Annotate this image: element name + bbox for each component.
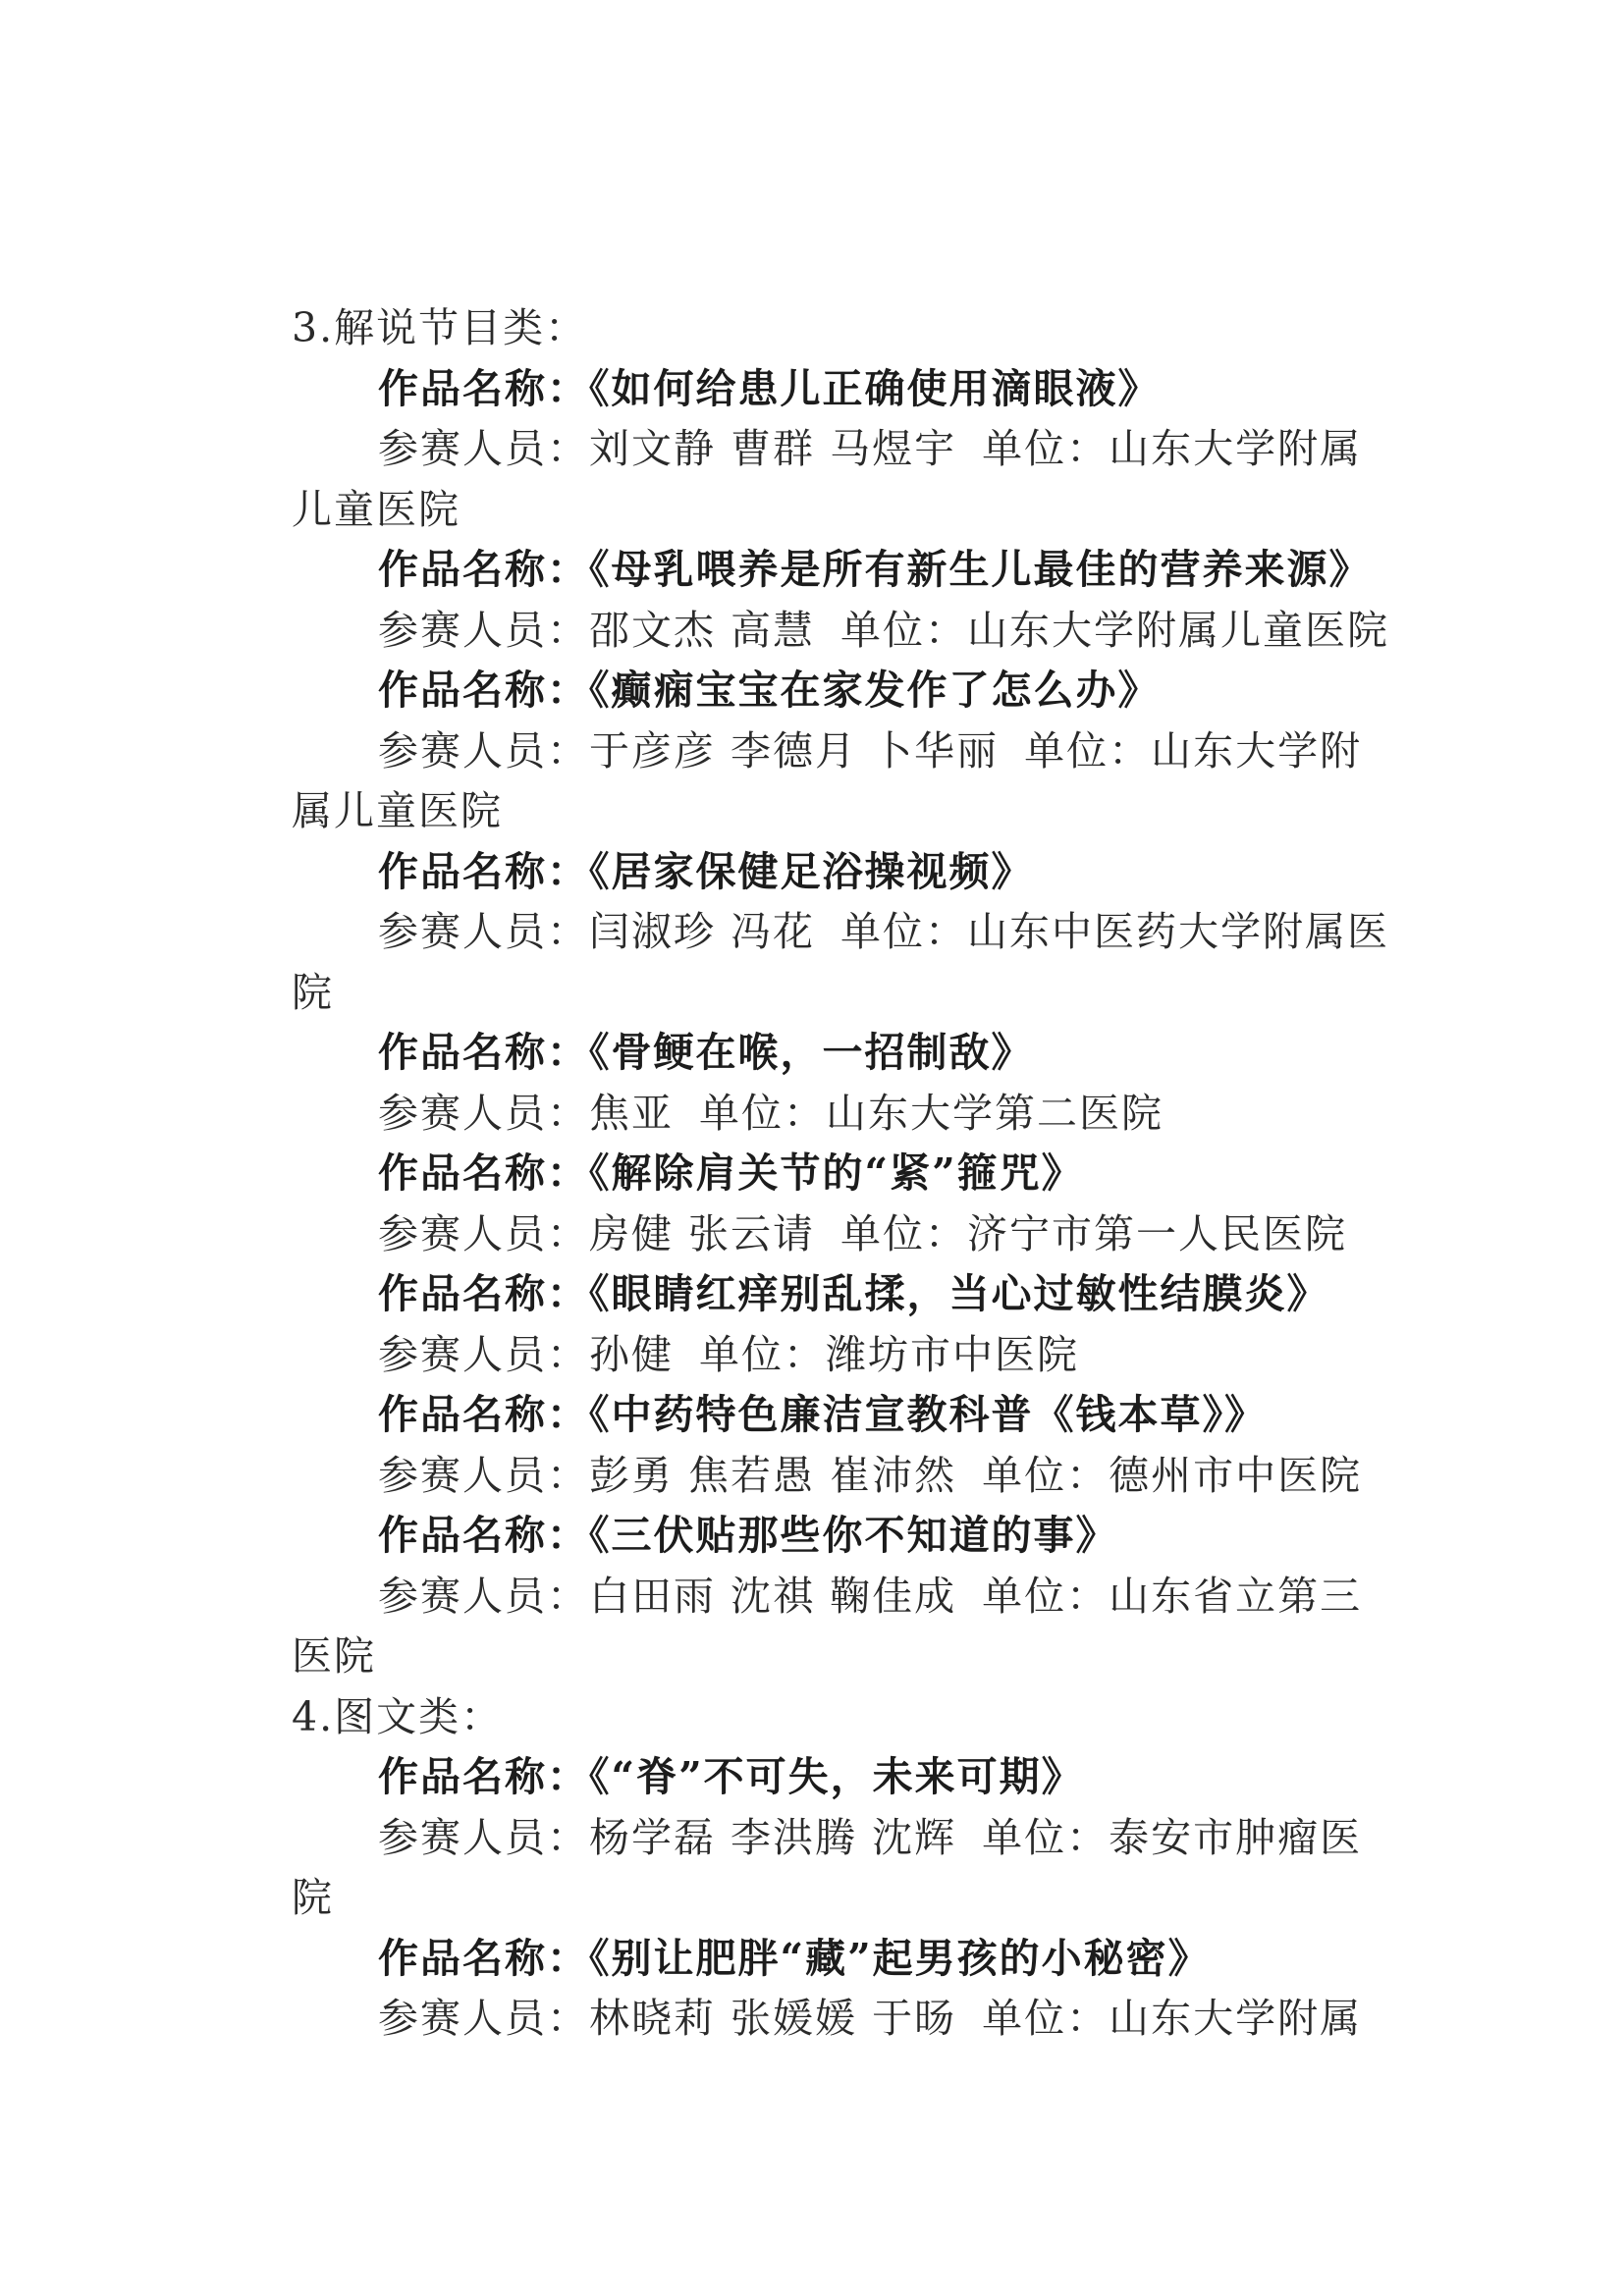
participants-unit: 单位：山东大学附: [1024, 726, 1363, 774]
participants-names: 参赛人员：于彦彦 李德月 卜华丽: [378, 726, 1000, 774]
entry-participants: [292, 1808, 1401, 1869]
participants-unit: 单位：山东省立第三: [982, 1572, 1363, 1620]
entry-title: 作品名称：《骨鲠在喉，一招制敌》: [378, 1029, 1034, 1076]
entry-participants: [292, 1084, 1401, 1145]
entry-title: 作品名称：《解除肩关节的“紧”箍咒》: [378, 1149, 1084, 1197]
entry-title: 作品名称：《中药特色廉洁宣教科普《钱本草》》: [378, 1391, 1267, 1438]
participants-unit: 单位：山东大学附属: [982, 1995, 1363, 2042]
entry-title: 作品名称：《居家保健足浴操视频》: [378, 847, 1034, 895]
entry-title: 作品名称：《如何给患儿正确使用滴眼液》: [378, 364, 1161, 412]
participants-unit: 单位：泰安市肿瘤医: [982, 1813, 1363, 1861]
participants-names: 参赛人员：邵文杰 高慧: [378, 606, 816, 654]
entry-title: 作品名称：《三伏贴那些你不知道的事》: [378, 1512, 1118, 1559]
entry-title: 作品名称：《母乳喂养是所有新生儿最佳的营养来源》: [378, 546, 1372, 593]
section-heading: 3.解说节目类：: [292, 304, 588, 351]
entry-participants: [292, 419, 1401, 480]
entry-participants: [292, 721, 1401, 782]
entry-continuation: 儿童医院: [292, 485, 460, 533]
participants-unit: 单位：山东大学第二医院: [699, 1089, 1164, 1137]
participants-unit: 单位：济宁市第一人民医院: [840, 1209, 1348, 1257]
participants-names: 参赛人员：杨学磊 李洪腾 沈辉: [378, 1813, 957, 1861]
entry-participants: [292, 601, 1401, 662]
entry-participants: [292, 1204, 1401, 1265]
participants-names: 参赛人员：房健 张云请: [378, 1209, 816, 1257]
entry-title: 作品名称：《别让肥胖“藏”起男孩的小秘密》: [378, 1934, 1211, 1982]
entry-participants: [292, 1989, 1401, 2050]
entry-participants: [292, 1567, 1401, 1628]
entry-continuation: 医院: [292, 1632, 376, 1680]
entry-title: 作品名称：《眼睛红痒别乱揉，当心过敏性结膜炎》: [378, 1270, 1329, 1317]
entry-participants: [292, 902, 1401, 963]
entry-title: 作品名称：《“脊”不可失，未来可期》: [378, 1753, 1084, 1800]
participants-names: 参赛人员：刘文静 曹群 马煜宇: [378, 425, 957, 472]
participants-names: 参赛人员：孙健: [378, 1330, 674, 1378]
participants-names: 参赛人员：闫淑珍 冯花: [378, 908, 816, 955]
entry-continuation: 院: [292, 968, 334, 1016]
participants-names: 参赛人员：焦亚: [378, 1089, 674, 1137]
participants-unit: 单位：德州市中医院: [982, 1451, 1363, 1499]
entry-participants: [292, 1446, 1401, 1507]
entry-participants: [292, 1325, 1401, 1386]
participants-unit: 单位：山东大学附属儿童医院: [840, 606, 1390, 654]
participants-names: 参赛人员：林晓莉 张媛媛 于旸: [378, 1995, 957, 2042]
entry-continuation: 属儿童医院: [292, 787, 503, 834]
participants-names: 参赛人员：白田雨 沈祺 鞠佳成: [378, 1572, 957, 1620]
participants-unit: 单位：山东大学附属: [982, 425, 1363, 472]
section-heading: 4.图文类：: [292, 1692, 504, 1740]
entry-title: 作品名称：《癫痫宝宝在家发作了怎么办》: [378, 667, 1161, 714]
entry-continuation: 院: [292, 1874, 334, 1921]
document-body: [292, 298, 1401, 2050]
participants-names: 参赛人员：彭勇 焦若愚 崔沛然: [378, 1451, 957, 1499]
participants-unit: 单位：山东中医药大学附属医: [840, 908, 1390, 955]
participants-unit: 单位：潍坊市中医院: [699, 1330, 1079, 1378]
